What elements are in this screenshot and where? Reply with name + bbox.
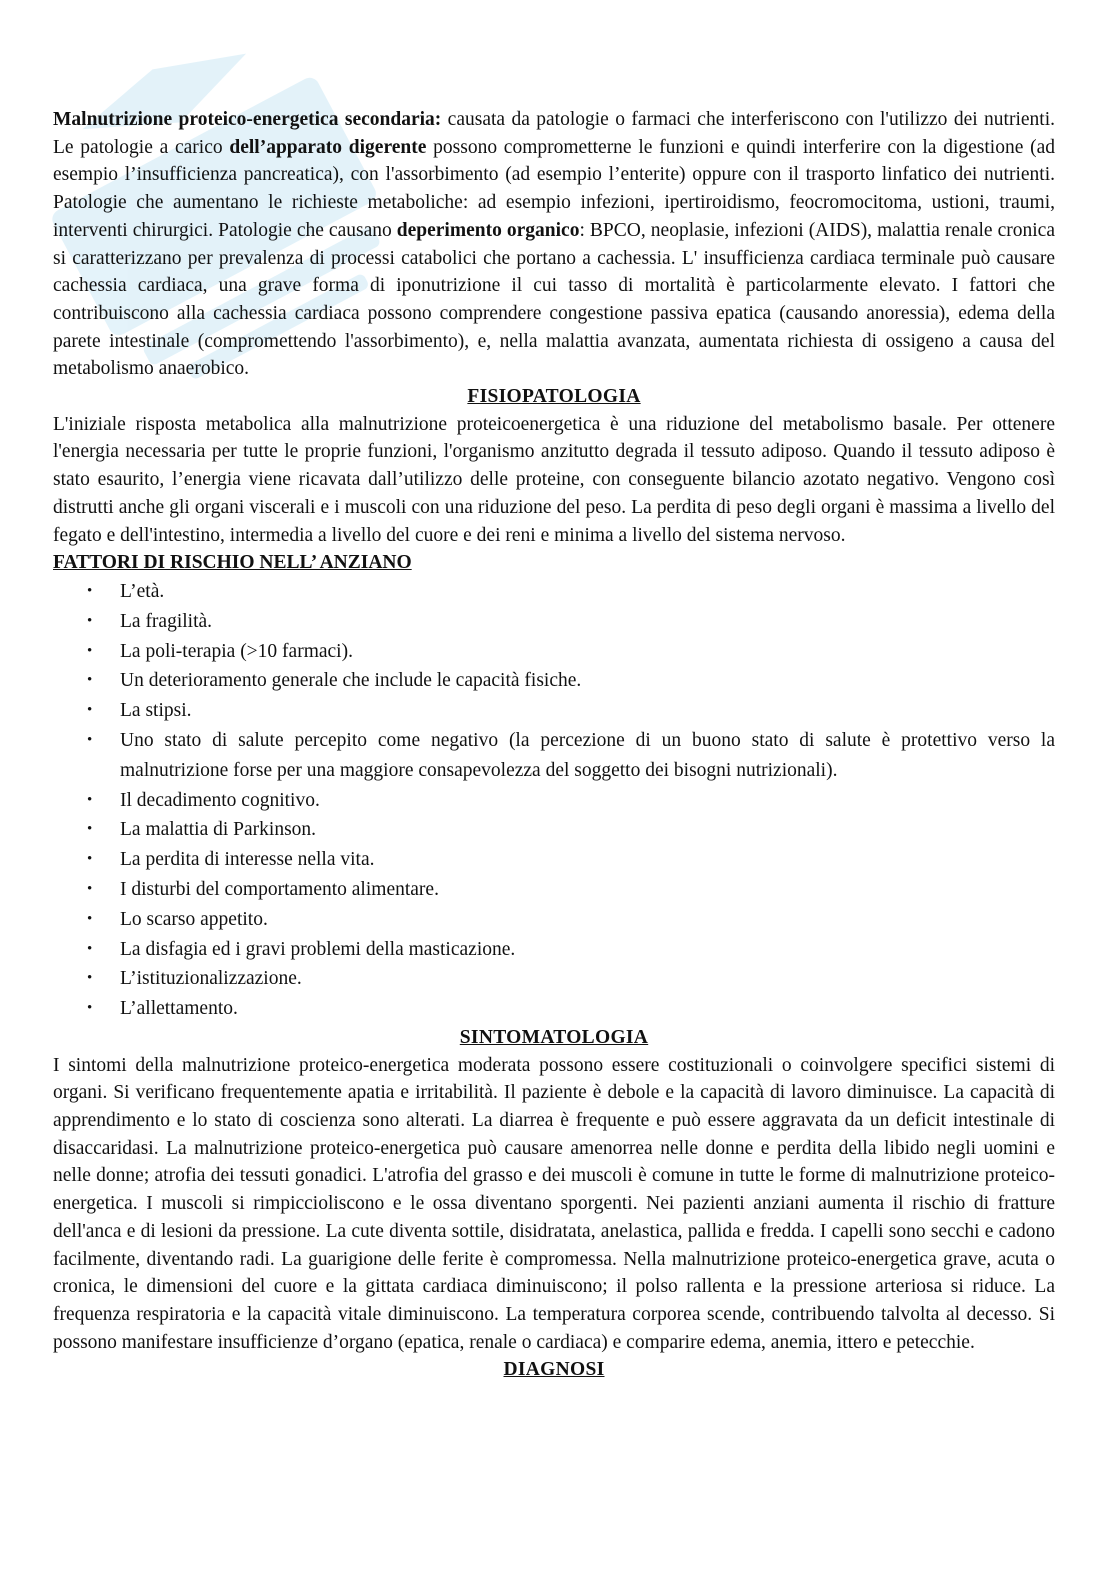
list-item: • Un deterioramento generale che include le capacità fisiche. bbox=[53, 666, 1055, 696]
list-item: • La malattia di Parkinson. bbox=[53, 815, 1055, 845]
fattori-heading: FATTORI DI RISCHIO NELL’ ANZIANO bbox=[53, 552, 412, 574]
sintomatologia-paragraph: I sintomi della malnutrizione proteico-energetica moderata possono essere costituzionali o coinvolgere specifici sistemi di organi. Si verificano frequentemente apatia e irritabilità. Il paziente è debole e la capacità di lavoro diminuisce. La capacità di apprendimento e lo stato di coscienza sono alterati. La diarrea è frequente e può essere aggravata da un deficit intestinale di disaccaridasi. La malnutrizione proteico-energetica può causare amenorrea nelle donne e perdita della libido negli uomini e nelle donne; atrofia dei tessuti gonadici. L'atrofia del grasso e dei muscoli è comune in tutte le forme di malnutrizione proteico-energetica. I muscoli si rimpiccioliscono e le ossa diventano sporgenti. Nei pazienti anziani aumenta il rischio di fratture dell'anca e di lesioni da pressione. La cute diventa sottile, disidratata, anelastica, pallida e fredda. I capelli sono secchi e cadono facilmente, diventando radi. La guarigione delle ferite è compromessa. Nella malnutrizione proteico-energetica grave, acuta o cronica, le dimensioni del cuore e la gittata cardiaca diminuiscono; il polso rallenta e la pressione arteriosa si riduce. La frequenza respiratoria e la capacità vitale diminuiscono. La temperatura corporea scende, contribuendo talvolta al decesso. Si possono manifestare insufficienze d’organo (epatica, renale o cardiaca) e comparire edema, anemia, ittero e petecchie. bbox=[53, 1054, 1055, 1353]
bullet-icon: • bbox=[87, 880, 93, 897]
intro-text-3: : BPCO, neoplasie, infezioni (AIDS), malattia renale cronica si caratterizzano per prevalenza di processi catabolici che portano a cachessia. L' insufficienza cardiaca terminale può causare cachessia cardiaca, una grave forma di iponutrizione il cui tasso di mortalità è particolarmente elevato. I fattori che contribuiscono alla cachessia cardiaca possono comprendere congestione passiva epatica (causando anoressia), edema della parete intestinale (compromettendo l'assorbimento), e, nella malattia avanzata, aumentata richiesta di ossigeno a causa del metabolismo anaerobico. bbox=[53, 219, 1055, 380]
bullet-icon: • bbox=[87, 672, 93, 689]
document-page bbox=[53, 106, 1055, 1384]
intro-term: Malnutrizione proteico-energetica secondaria: bbox=[53, 109, 442, 130]
list-item: • L’età. bbox=[53, 577, 1055, 607]
bullet-icon: • bbox=[87, 702, 93, 719]
list-item: • La stipsi. bbox=[53, 696, 1055, 726]
fisiopatologia-heading: FISIOPATOLOGIA bbox=[467, 386, 641, 408]
intro-text-2: possono comprometterne le funzioni e quindi interferire con la digestione (ad esempio l’insufficienza pancreatica), con l'assorbimento (ad esempio l’enterite) oppure con il trasporto linfatico dei nutrienti. Patologie che aumentano le richieste metaboliche: ad esempio infezioni, ipertiroidismo, feocromocitoma, ustioni, traumi, interventi chirurgici. Patologie che causano bbox=[53, 136, 1055, 241]
bullet-icon: • bbox=[87, 731, 93, 748]
fisiopatologia-paragraph: L'iniziale risposta metabolica alla malnutrizione proteicoenergetica è una riduzione del metabolismo basale. Per ottenere l'energia necessaria per tutte le proprie funzioni, l'organismo anzitutto degrada il tessuto adiposo. Quando il tessuto adiposo è stato esaurito, l’energia viene ricavata dall’utilizzo delle proteine, con conseguente bilancio azotato negativo. Vengono così distrutti anche gli organi viscerali e i muscoli con una riduzione del peso. La perdita di peso degli organi è massima a livello del fegato e dell'intestino, intermedia a livello del cuore e dei reni e minima a livello del sistema nervoso. bbox=[53, 413, 1055, 546]
list-item: • Lo scarso appetito. bbox=[53, 905, 1055, 935]
risk-factor-list bbox=[53, 577, 1055, 1024]
list-item: • La disfagia ed i gravi problemi della masticazione. bbox=[53, 935, 1055, 965]
bullet-icon: • bbox=[87, 910, 93, 927]
list-item: • Uno stato di salute percepito come negativo (la percezione di un buono stato di salute è protettivo verso la malnutrizione forse per una maggiore consapevolezza del soggetto dei bisogni nutrizionali). bbox=[53, 726, 1055, 786]
bullet-icon: • bbox=[87, 821, 93, 838]
diagnosi-heading: DIAGNOSI bbox=[503, 1359, 605, 1381]
bullet-icon: • bbox=[87, 1000, 93, 1017]
bullet-icon: • bbox=[87, 791, 93, 808]
list-item: • La poli-terapia (>10 farmaci). bbox=[53, 637, 1055, 667]
bullet-icon: • bbox=[87, 642, 93, 659]
list-item: • La fragilità. bbox=[53, 607, 1055, 637]
sintomatologia-heading: SINTOMATOLOGIA bbox=[459, 1026, 649, 1048]
intro-bold-1: dell’apparato digerente bbox=[229, 136, 427, 158]
bullet-icon: • bbox=[87, 940, 93, 957]
list-item: • I disturbi del comportamento alimentare. bbox=[53, 875, 1055, 905]
bullet-icon: • bbox=[87, 612, 93, 629]
bullet-icon: • bbox=[87, 970, 93, 987]
intro-bold-2: deperimento organico bbox=[396, 219, 580, 241]
list-item: • La perdita di interesse nella vita. bbox=[53, 845, 1055, 875]
bullet-icon: • bbox=[87, 582, 93, 599]
intro-paragraph bbox=[53, 106, 1055, 383]
list-item: • L’istituzionalizzazione. bbox=[53, 964, 1055, 994]
intro-text-1: causata da patologie o farmaci che interferiscono con l'utilizzo dei nutrienti. Le patologie a carico bbox=[53, 109, 1055, 158]
list-item: • Il decadimento cognitivo. bbox=[53, 786, 1055, 816]
bullet-icon: • bbox=[87, 851, 93, 868]
list-item: • L’allettamento. bbox=[53, 994, 1055, 1024]
